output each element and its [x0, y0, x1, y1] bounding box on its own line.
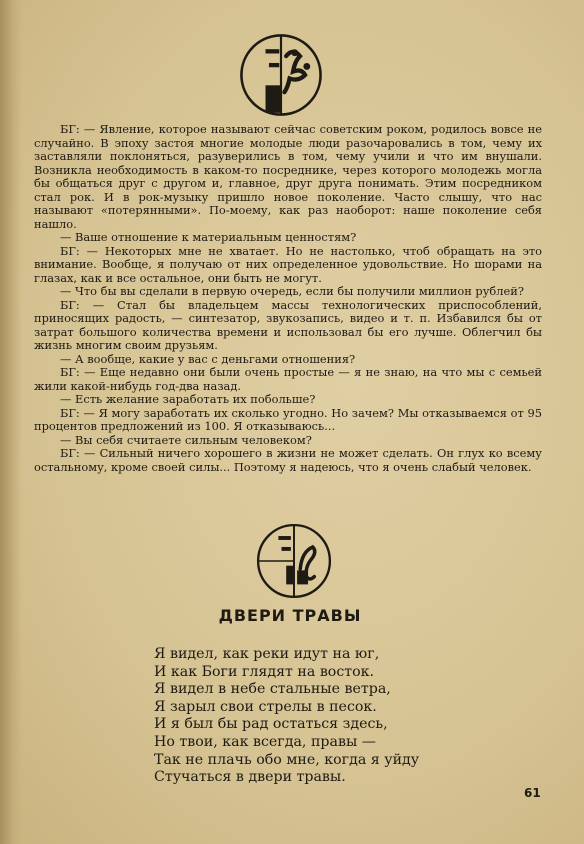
poem-line: И как Боги глядят на восток. — [154, 663, 375, 680]
poem — [154, 646, 454, 787]
page-gutter-shadow — [0, 0, 22, 844]
interview-question: — А вообще, какие у вас с деньгами отношения? — [60, 351, 356, 366]
poem-line: Стучаться в двери травы. — [154, 769, 346, 786]
interview-question: — Есть желание заработать их побольше? — [60, 392, 316, 406]
poem-line: Я зарыл свои стрелы в песок. — [154, 698, 377, 715]
poem-line: Я видел, как реки идут на юг, — [154, 646, 380, 662]
poem-line: Так не плачь обо мне, когда я уйду — [154, 751, 420, 768]
poem-line: Я видел в небе стальные ветра, — [154, 681, 391, 698]
interview-text — [34, 123, 542, 474]
interview-paragraph: БГ: — Еще недавно они были очень простые — я не знаю, на что мы с семьей жили какой-нибудь год-два назад. — [34, 365, 542, 393]
interview-paragraph: БГ: — Я могу заработать их сколько угодно. Но зачем? Мы отказываемся от 95 процентов предложений из 100. Я отказываюсь... — [34, 405, 542, 433]
poem-line: Но твои, как всегда, правы — — [154, 733, 376, 750]
page-number: 61 — [524, 786, 541, 800]
circular-emblem-icon — [238, 32, 324, 118]
interview-paragraph: БГ: — Сильный ничего хорошего в жизни не может сделать. Он глух ко всему остальному, кроме своей силы... Поэтому я надеюсь, что я очень слабый человек. — [34, 446, 542, 474]
interview-question: — Вы себя считаете сильным человеком? — [60, 432, 312, 447]
interview-paragraph: БГ: — Стал бы владельцем массы технологических приспособлений, приносящих радость, — синтезатор, звукозапись, видео и т. п. Избавился бы от затрат большого количества времени и использовал бы его лучше. Облегчил бы жизнь многим своим друзьям. — [34, 297, 542, 352]
interview-question: — Ваше отношение к материальным ценностям? — [60, 230, 357, 244]
poem-line: И я был бы рад остаться здесь, — [154, 716, 388, 733]
interview-paragraph: БГ: — Явление, которое называют сейчас советским роком, родилось вовсе не случайно. В эпоху застоя многие молодые люди разочаровались в том, чему их заставляли поклоняться, разуверились в том, чему учили и что им внушали. Возникла необходимость в каком-то посреднике, через которого молодежь могла бы общаться друг с другом и, главное, друг друга понимать. Этим посредником стал рок. И в рок-музыку пришло новое поколение. Часто слышу, что нас называют «потерянными». По-моему, как раз наоборот: наше поколение себя нашло. — [34, 122, 542, 231]
interview-paragraph: БГ: — Некоторых мне не хватает. Но не настолько, чтоб обращать на это внимание. Вообще, я получаю от них определенное удовольствие. Но шорами на глазах, как и все остальное, они быть не могут. — [34, 243, 542, 285]
interview-question: — Что бы вы сделали в первую очередь, если бы получили миллион рублей? — [60, 284, 524, 298]
circular-emblem-icon — [255, 522, 333, 600]
poem-title: ДВЕРИ ТРАВЫ — [218, 606, 362, 625]
